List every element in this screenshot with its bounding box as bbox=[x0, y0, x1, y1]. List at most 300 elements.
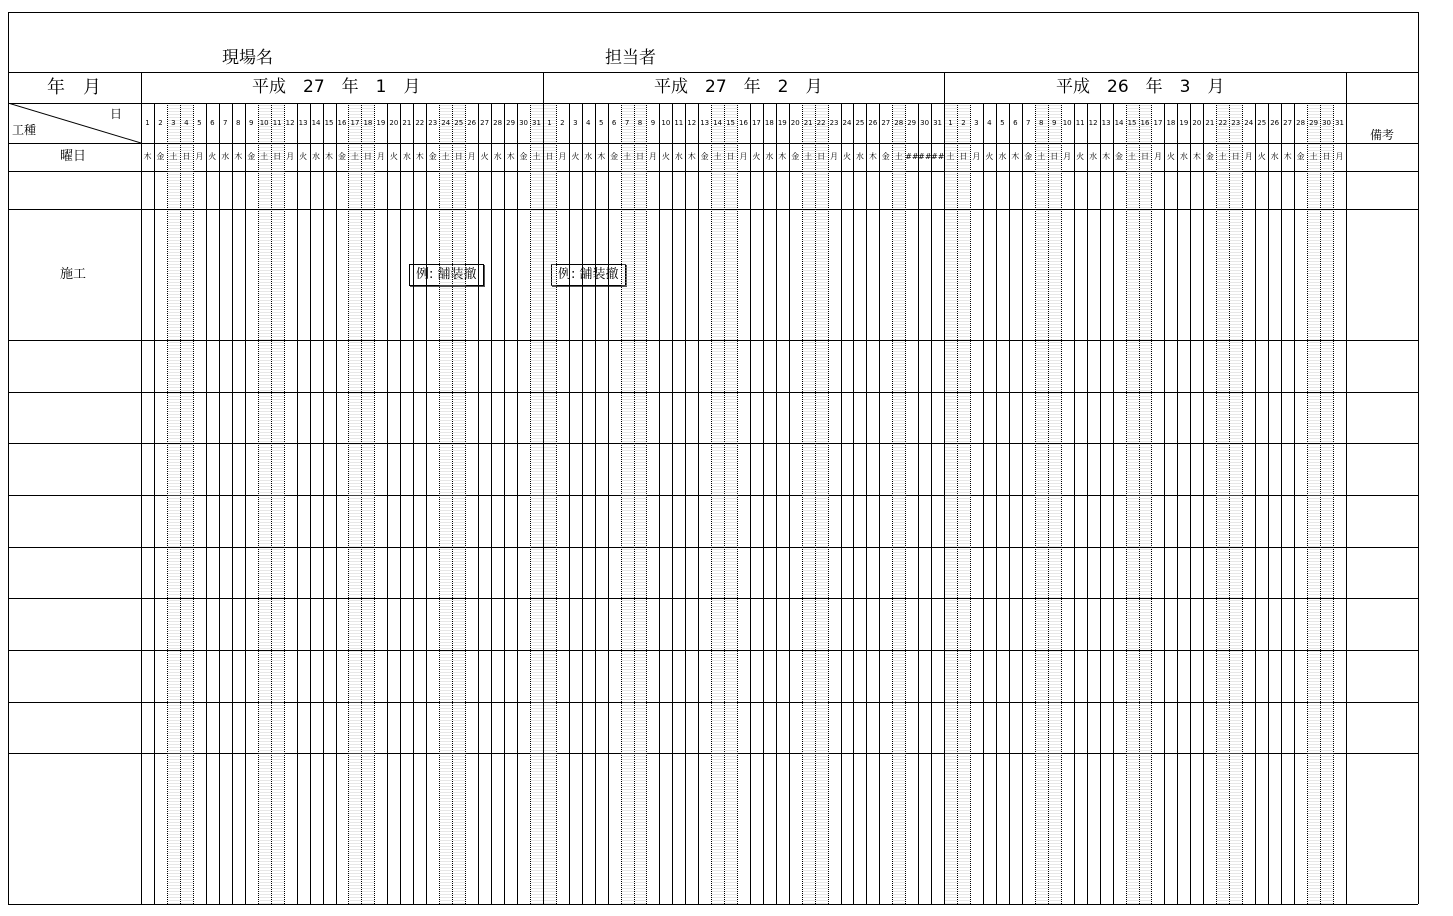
day-column-line bbox=[348, 103, 349, 904]
weekday-cell: 土 bbox=[1128, 152, 1137, 161]
day-number: 1 bbox=[145, 119, 150, 127]
weekday-cell: 水 bbox=[1179, 152, 1188, 161]
day-column-line bbox=[478, 103, 479, 904]
day-column-line bbox=[931, 103, 932, 904]
weekday-cell: 火 bbox=[985, 152, 994, 161]
weekday-cell: 月 bbox=[286, 152, 295, 161]
day-column-line bbox=[180, 103, 181, 904]
day-column-line bbox=[387, 103, 388, 904]
weekend-shade bbox=[440, 103, 452, 904]
weekday-cell: 木 bbox=[325, 152, 334, 161]
weekday-cell: 水 bbox=[1089, 152, 1098, 161]
day-column-line bbox=[374, 103, 375, 904]
day-column-line bbox=[879, 103, 880, 904]
day-number: 9 bbox=[1051, 119, 1057, 127]
month-label-1: 平成 27 年 1 月 bbox=[252, 77, 421, 97]
day-column-line bbox=[232, 103, 233, 904]
weekday-cell: 土 bbox=[350, 152, 359, 161]
day-number: 16 bbox=[1140, 119, 1150, 127]
day-number: 6 bbox=[1013, 119, 1018, 127]
day-number: 30 bbox=[920, 119, 930, 127]
day-column-line bbox=[750, 103, 751, 904]
day-number: 23 bbox=[428, 119, 438, 127]
day-column-line bbox=[413, 103, 414, 904]
weekend-shade bbox=[622, 103, 634, 904]
day-column-line bbox=[1294, 103, 1295, 904]
day-number: 14 bbox=[311, 119, 321, 127]
day-column-line bbox=[1035, 103, 1036, 904]
day-column-line bbox=[815, 103, 816, 904]
day-number: 21 bbox=[402, 119, 412, 127]
day-number: 18 bbox=[1166, 119, 1176, 127]
day-column-line bbox=[1307, 103, 1308, 904]
construction-row-label: 施工 bbox=[60, 267, 87, 282]
day-column-line bbox=[1203, 103, 1204, 904]
day-number: 1 bbox=[547, 119, 552, 127]
day-column-line bbox=[1255, 103, 1256, 904]
day-number: 1 bbox=[948, 119, 953, 127]
weekend-shade bbox=[1308, 103, 1320, 904]
weekday-cell: 日 bbox=[363, 152, 372, 161]
day-column-line bbox=[996, 103, 997, 904]
weekday-cell: ## bbox=[905, 152, 919, 161]
weekday-cell: 金 bbox=[1115, 152, 1124, 161]
day-column-line bbox=[1126, 103, 1127, 904]
day-column-line bbox=[737, 103, 738, 904]
weekday-cell: 日 bbox=[454, 152, 463, 161]
day-column-line bbox=[206, 103, 207, 904]
weekday-cell: 金 bbox=[881, 152, 890, 161]
day-number: 26 bbox=[1270, 119, 1280, 127]
weekday-cell: 木 bbox=[687, 152, 696, 161]
weekend-shade bbox=[168, 103, 180, 904]
day-number: 19 bbox=[1179, 119, 1189, 127]
day-column-line bbox=[763, 103, 764, 904]
weekday-cell: 水 bbox=[855, 152, 864, 161]
day-number: 23 bbox=[1231, 119, 1241, 127]
day-number: 14 bbox=[1114, 119, 1124, 127]
day-column-line bbox=[1242, 103, 1243, 904]
weekend-shade bbox=[1217, 103, 1229, 904]
weekday-cell: 火 bbox=[1166, 152, 1175, 161]
weekday-cell: 月 bbox=[648, 152, 657, 161]
weekend-shade bbox=[272, 103, 284, 904]
weekday-cell: 月 bbox=[376, 152, 385, 161]
day-number: 16 bbox=[337, 119, 347, 127]
weekday-cell: 木 bbox=[868, 152, 877, 161]
remarks-column-line bbox=[1346, 72, 1347, 904]
weekday-cell: 水 bbox=[674, 152, 683, 161]
day-column-line bbox=[361, 103, 362, 904]
day-column-line bbox=[608, 103, 609, 904]
day-number: 8 bbox=[637, 119, 643, 127]
day-number: 7 bbox=[223, 119, 228, 127]
weekday-cell: 木 bbox=[143, 152, 152, 161]
weekday-cell: 火 bbox=[752, 152, 761, 161]
weekday-cell: 火 bbox=[208, 152, 217, 161]
day-column-line bbox=[1164, 103, 1165, 904]
day-column-line bbox=[659, 103, 660, 904]
day-column-line bbox=[1268, 103, 1269, 904]
day-number: 11 bbox=[1075, 119, 1085, 127]
day-number: 2 bbox=[560, 119, 565, 127]
weekday-cell: 金 bbox=[1296, 152, 1305, 161]
weekday-cell: 土 bbox=[1037, 152, 1046, 161]
weekday-cell: 水 bbox=[998, 152, 1007, 161]
day-number: 31 bbox=[933, 119, 942, 127]
day-number: 31 bbox=[532, 119, 541, 127]
day-column-line bbox=[892, 103, 893, 904]
weekday-cell: 月 bbox=[739, 152, 748, 161]
weekday-cell: 金 bbox=[791, 152, 800, 161]
weekday-cell: 日 bbox=[1322, 152, 1331, 161]
day-column-line bbox=[595, 103, 596, 904]
weekend-shade bbox=[453, 103, 465, 904]
day-number: 24 bbox=[842, 119, 852, 127]
day-number: 11 bbox=[272, 119, 282, 127]
day-number: 21 bbox=[1205, 119, 1215, 127]
day-column-line bbox=[621, 103, 622, 904]
remarks-header-label: 備考 bbox=[1370, 128, 1395, 142]
day-number: 24 bbox=[1244, 119, 1254, 127]
day-column-line bbox=[258, 103, 259, 904]
day-column-line bbox=[452, 103, 453, 904]
weekday-cell: 木 bbox=[778, 152, 787, 161]
label-column-line bbox=[141, 72, 142, 904]
day-column-line bbox=[1074, 103, 1075, 904]
day-number: 18 bbox=[363, 119, 373, 127]
day-number: 5 bbox=[598, 119, 604, 127]
day-number: 13 bbox=[700, 119, 710, 127]
weekend-shade bbox=[893, 103, 905, 904]
day-number: 20 bbox=[389, 119, 399, 127]
weekday-cell: 木 bbox=[1011, 152, 1020, 161]
day-number: 3 bbox=[974, 119, 979, 127]
day-column-line bbox=[491, 103, 492, 904]
weekday-cell: 月 bbox=[467, 152, 476, 161]
weekday-cell: 木 bbox=[415, 152, 424, 161]
day-number: 8 bbox=[236, 119, 241, 127]
day-number: 12 bbox=[687, 119, 697, 127]
day-number: 8 bbox=[1039, 119, 1044, 127]
weekday-cell: 水 bbox=[765, 152, 774, 161]
day-number: 4 bbox=[987, 119, 992, 127]
weekday-cell: 火 bbox=[571, 152, 580, 161]
day-column-line bbox=[1229, 103, 1230, 904]
weekday-cell: 日 bbox=[1231, 152, 1240, 161]
day-number: 17 bbox=[751, 119, 761, 127]
weekday-cell: 土 bbox=[946, 152, 955, 161]
day-column-line bbox=[400, 103, 401, 904]
border-top bbox=[8, 12, 1418, 13]
day-number: 7 bbox=[624, 119, 630, 127]
day-column-line bbox=[1022, 103, 1023, 904]
weekday-cell: 月 bbox=[558, 152, 567, 161]
day-column-line bbox=[297, 103, 298, 904]
day-number: 20 bbox=[790, 119, 800, 127]
day-column-line bbox=[646, 103, 647, 904]
weekday-cell: ## bbox=[931, 152, 945, 161]
day-number: 30 bbox=[519, 119, 528, 127]
weekday-cell: 土 bbox=[441, 152, 450, 161]
day-column-line bbox=[841, 103, 842, 904]
day-column-line bbox=[310, 103, 311, 904]
day-column-line bbox=[905, 103, 906, 904]
weekday-cell: 水 bbox=[402, 152, 411, 161]
weekday-cell: 金 bbox=[1024, 152, 1033, 161]
weekend-shade bbox=[1230, 103, 1242, 904]
weekend-shade bbox=[531, 103, 543, 904]
weekday-cell: 金 bbox=[700, 152, 709, 161]
day-number: 17 bbox=[1153, 119, 1163, 127]
day-column-line bbox=[517, 103, 518, 904]
weekday-cell: 火 bbox=[299, 152, 308, 161]
day-column-line bbox=[1151, 103, 1152, 904]
weekday-cell: 水 bbox=[493, 152, 502, 161]
weekday-cell: 火 bbox=[1257, 152, 1266, 161]
day-column-line bbox=[336, 103, 337, 904]
weekday-cell: 木 bbox=[234, 152, 243, 161]
weekday-cell: 日 bbox=[726, 152, 735, 161]
day-number: 29 bbox=[1309, 119, 1319, 127]
day-column-line bbox=[504, 103, 505, 904]
day-number: 5 bbox=[1000, 119, 1005, 127]
day-number: 31 bbox=[1335, 119, 1344, 127]
day-column-line bbox=[569, 103, 570, 904]
weekend-shade bbox=[259, 103, 271, 904]
weekday-cell: 日 bbox=[959, 152, 968, 161]
day-number: 10 bbox=[259, 119, 269, 127]
day-number: 27 bbox=[881, 119, 891, 127]
weekday-cell: 火 bbox=[842, 152, 851, 161]
month-label-2: 平成 27 年 2 月 bbox=[654, 77, 823, 97]
weekday-cell: 木 bbox=[506, 152, 515, 161]
weekend-shade bbox=[1127, 103, 1139, 904]
day-number: 22 bbox=[1218, 119, 1228, 127]
weekend-shade bbox=[635, 103, 647, 904]
day-column-line bbox=[1320, 103, 1321, 904]
day-number: 24 bbox=[441, 119, 451, 127]
day-column-line bbox=[1087, 103, 1088, 904]
day-number: 20 bbox=[1192, 119, 1202, 127]
day-column-line bbox=[698, 103, 699, 904]
day-number: 7 bbox=[1026, 119, 1031, 127]
day-number: 25 bbox=[454, 119, 464, 127]
weekday-cell: 金 bbox=[428, 152, 437, 161]
day-number: 13 bbox=[1101, 119, 1111, 127]
day-column-line bbox=[465, 103, 466, 904]
weekday-cell: ## bbox=[918, 152, 932, 161]
weekday-cell: 金 bbox=[247, 152, 256, 161]
day-column-line bbox=[1216, 103, 1217, 904]
weekend-shade bbox=[712, 103, 724, 904]
day-column-line bbox=[193, 103, 194, 904]
weekend-shade bbox=[1049, 103, 1061, 904]
day-number: 16 bbox=[739, 119, 748, 127]
manager-label: 担当者 bbox=[605, 48, 656, 68]
day-column-line bbox=[634, 103, 635, 904]
day-number: 3 bbox=[171, 119, 176, 127]
day-number: 28 bbox=[1296, 119, 1306, 127]
day-number: 30 bbox=[1322, 119, 1331, 127]
weekday-cell: 水 bbox=[221, 152, 230, 161]
weekend-shade bbox=[803, 103, 815, 904]
weekday-cell: 水 bbox=[312, 152, 321, 161]
year-month-label: 年 月 bbox=[47, 77, 101, 98]
day-number: 14 bbox=[713, 119, 723, 127]
weekday-cell: 土 bbox=[1309, 152, 1318, 161]
day-number: 5 bbox=[197, 119, 202, 127]
day-column-line bbox=[284, 103, 285, 904]
weekday-cell: 水 bbox=[584, 152, 593, 161]
day-number: 9 bbox=[248, 119, 254, 127]
weekday-cell: 土 bbox=[804, 152, 813, 161]
day-number: 10 bbox=[1062, 119, 1072, 127]
weekend-shade bbox=[1321, 103, 1333, 904]
weekday-cell: 月 bbox=[1244, 152, 1253, 161]
day-number: 2 bbox=[158, 119, 163, 127]
day-column-line bbox=[724, 103, 725, 904]
weekday-cell: 日 bbox=[182, 152, 191, 161]
day-number: 6 bbox=[611, 119, 617, 127]
weekday-cell: 土 bbox=[894, 152, 903, 161]
day-number: 29 bbox=[506, 119, 516, 127]
day-number: 27 bbox=[1283, 119, 1293, 127]
day-column-line bbox=[1177, 103, 1178, 904]
day-number: 22 bbox=[415, 119, 425, 127]
weekday-cell: 土 bbox=[713, 152, 722, 161]
border-bottom bbox=[8, 904, 1418, 905]
day-column-line bbox=[789, 103, 790, 904]
weekday-header-label: 曜日 bbox=[60, 149, 87, 164]
weekday-cell: 火 bbox=[480, 152, 489, 161]
weekday-cell: 土 bbox=[260, 152, 269, 161]
weekend-shade bbox=[945, 103, 957, 904]
day-column-line bbox=[167, 103, 168, 904]
day-column-line bbox=[439, 103, 440, 904]
day-column-line bbox=[853, 103, 854, 904]
weekday-cell: 木 bbox=[1283, 152, 1292, 161]
weekday-cell: 月 bbox=[830, 152, 839, 161]
border-left bbox=[8, 12, 9, 904]
day-number: 4 bbox=[586, 119, 591, 127]
weekday-cell: 日 bbox=[273, 152, 282, 161]
day-column-line bbox=[1281, 103, 1282, 904]
day-number: 19 bbox=[376, 119, 386, 127]
weekday-cell: 日 bbox=[1050, 152, 1059, 161]
day-column-line bbox=[1190, 103, 1191, 904]
day-number: 21 bbox=[803, 119, 813, 127]
day-column-line bbox=[154, 103, 155, 904]
day-number: 27 bbox=[480, 119, 490, 127]
weekday-cell: 月 bbox=[195, 152, 204, 161]
day-column-line bbox=[828, 103, 829, 904]
day-column-line bbox=[271, 103, 272, 904]
day-number: 3 bbox=[573, 119, 578, 127]
weekday-cell: 土 bbox=[532, 152, 541, 161]
day-number: 12 bbox=[285, 119, 295, 127]
day-column-line bbox=[685, 103, 686, 904]
day-column-line bbox=[1061, 103, 1062, 904]
month-label-3: 平成 26 年 3 月 bbox=[1056, 77, 1225, 97]
day-column-line bbox=[1048, 103, 1049, 904]
weekend-shade bbox=[1140, 103, 1152, 904]
weekday-cell: 木 bbox=[1102, 152, 1111, 161]
weekday-cell: 水 bbox=[1270, 152, 1279, 161]
weekday-cell: 金 bbox=[519, 152, 528, 161]
day-column-line bbox=[918, 103, 919, 904]
day-number: 9 bbox=[650, 119, 656, 127]
day-number: 15 bbox=[324, 119, 334, 127]
weekday-cell: 木 bbox=[597, 152, 606, 161]
day-number: 13 bbox=[298, 119, 308, 127]
weekday-cell: 日 bbox=[817, 152, 826, 161]
weekday-cell: 金 bbox=[337, 152, 346, 161]
day-number: 6 bbox=[210, 119, 215, 127]
day-column-line bbox=[970, 103, 971, 904]
weekday-cell: 火 bbox=[1076, 152, 1085, 161]
weekend-shade bbox=[958, 103, 970, 904]
weekday-cell: 日 bbox=[1140, 152, 1149, 161]
example-task-box-1[interactable]: 例: 舗装撤 bbox=[409, 264, 484, 286]
day-number: 10 bbox=[661, 119, 671, 127]
weekday-cell: 月 bbox=[1153, 152, 1162, 161]
weekend-shade bbox=[816, 103, 828, 904]
day-column-line bbox=[245, 103, 246, 904]
day-column-line bbox=[1333, 103, 1334, 904]
day-number: 12 bbox=[1088, 119, 1098, 127]
day-number: 15 bbox=[726, 119, 736, 127]
day-number: 19 bbox=[777, 119, 787, 127]
day-column-line bbox=[957, 103, 958, 904]
border-right bbox=[1418, 12, 1419, 904]
day-header-label: 日 bbox=[110, 107, 123, 121]
weekend-shade bbox=[362, 103, 374, 904]
day-column-line bbox=[426, 103, 427, 904]
weekend-shade bbox=[1036, 103, 1048, 904]
day-column-line bbox=[530, 103, 531, 904]
day-column-line bbox=[672, 103, 673, 904]
example-task-box-2[interactable]: 例: 舗装撤 bbox=[551, 264, 626, 286]
day-column-line bbox=[582, 103, 583, 904]
weekday-cell: 月 bbox=[1063, 152, 1072, 161]
weekend-shade bbox=[725, 103, 737, 904]
weekday-cell: 月 bbox=[972, 152, 981, 161]
day-number: 17 bbox=[350, 119, 360, 127]
day-number: 22 bbox=[816, 119, 826, 127]
day-column-line bbox=[1139, 103, 1140, 904]
weekday-cell: 火 bbox=[389, 152, 398, 161]
day-number: 23 bbox=[829, 119, 839, 127]
day-number: 18 bbox=[764, 119, 774, 127]
weekday-cell: 土 bbox=[169, 152, 178, 161]
day-column-line bbox=[866, 103, 867, 904]
day-number: 2 bbox=[961, 119, 966, 127]
day-column-line bbox=[1009, 103, 1010, 904]
weekday-cell: 金 bbox=[1205, 152, 1214, 161]
day-column-line bbox=[1113, 103, 1114, 904]
weekday-cell: 火 bbox=[661, 152, 670, 161]
day-column-line bbox=[1100, 103, 1101, 904]
weekday-cell: 日 bbox=[636, 152, 644, 161]
site-name-label: 現場名 bbox=[222, 48, 273, 68]
day-column-line bbox=[323, 103, 324, 904]
header-diagonal-line bbox=[8, 103, 141, 143]
day-number: 28 bbox=[493, 119, 503, 127]
weekday-cell: 金 bbox=[156, 152, 165, 161]
day-column-line bbox=[983, 103, 984, 904]
day-column-line bbox=[776, 103, 777, 904]
